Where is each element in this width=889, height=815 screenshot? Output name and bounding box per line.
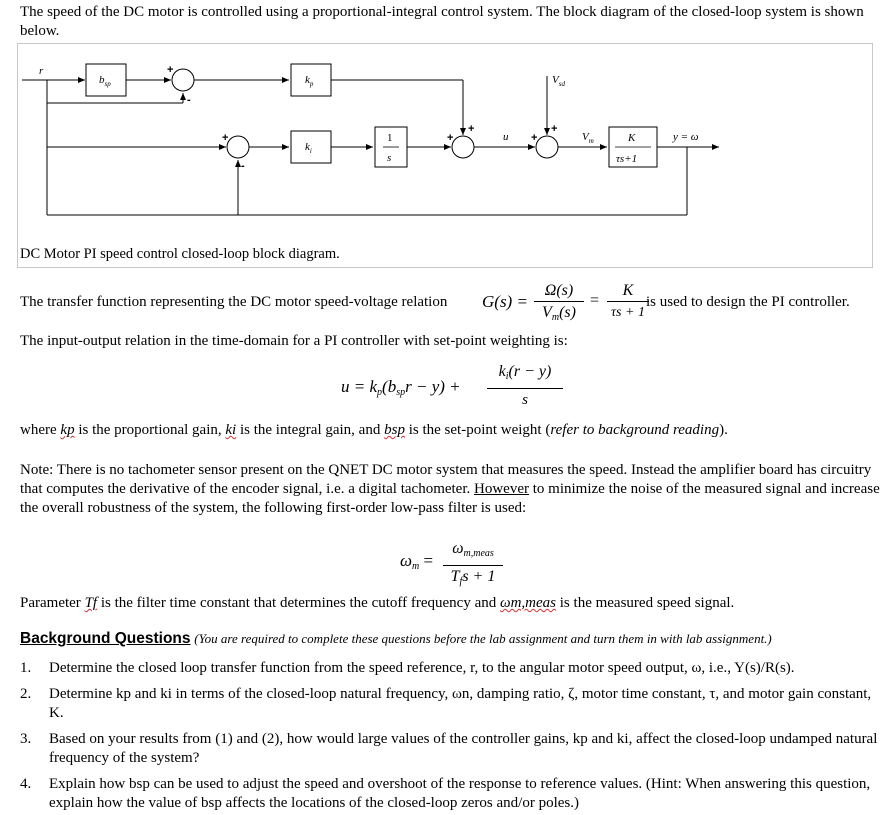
vm-label: $V_m$ bbox=[582, 131, 594, 145]
r-label: r bbox=[39, 65, 44, 77]
plant-den: τs+1 bbox=[616, 153, 638, 165]
svg-text:+: + bbox=[531, 132, 538, 144]
intro-paragraph: The speed of the DC motor is controlled using a proportional-integral control system. The block diagram of the closed-loop system is shown below. bbox=[20, 4, 864, 39]
filter-equation: $\omega_m$ = $\omega_{m,meas}$ $T_fs + 1$ bbox=[400, 538, 520, 588]
tf-trail: is used to design the PI controller. bbox=[646, 294, 850, 310]
background-note: (You are required to complete these questions before the lab assignment and turn them in with lab assignment.) bbox=[194, 631, 772, 646]
tf-fraction-2: K τs + 1 bbox=[607, 281, 649, 324]
integrator-den: s bbox=[387, 152, 392, 164]
pi-lead: The input-output relation in the time-domain for a PI controller with set-point weighting is: bbox=[20, 333, 568, 349]
tf-G: G(s) = bbox=[482, 292, 528, 311]
summer-3 bbox=[452, 136, 474, 158]
svg-text:+: + bbox=[447, 132, 454, 144]
summer-2 bbox=[227, 136, 249, 158]
plant-num: K bbox=[628, 132, 636, 144]
kp-label: $k_p$ bbox=[305, 74, 314, 88]
svg-text:+: + bbox=[167, 64, 174, 76]
svg-text:+: + bbox=[551, 123, 558, 135]
u-label: u bbox=[503, 131, 509, 143]
parameter-line: Parameter Tf is the filter time constant that determines the cutoff frequency and ωm,meas is the measured speed signal. bbox=[20, 595, 735, 611]
svg-text:-: - bbox=[241, 160, 245, 172]
where-line: where kp is the proportional gain, ki is the integral gain, and bsp is the set-point weight (refer to background reading). bbox=[20, 422, 728, 438]
background-heading bbox=[20, 630, 772, 648]
ki-label: $k_i$ bbox=[305, 141, 312, 155]
summer-4 bbox=[536, 136, 558, 158]
note-paragraph: Note: There is no tachometer sensor present on the QNET DC motor system that measures the speed. Instead the amplifier board has circuitry that computes the derivative of the encoder signal, i.e. a digital tachometer. However to minimize the noise of the measured signal and increase the overall robustness of the system, the following first-order low-pass filter is used: bbox=[20, 462, 880, 516]
tf-lead: The transfer function representing the DC motor speed-voltage relation bbox=[20, 294, 448, 310]
svg-text:+: + bbox=[222, 132, 229, 144]
integrator-num: 1 bbox=[387, 132, 393, 144]
transfer-function-line: The transfer function representing the DC motor speed-voltage relation G(s) = Ω(s) $V_m(s)$ = K τs + 1 is used to design the PI controller. bbox=[20, 281, 880, 327]
block-diagram bbox=[17, 43, 873, 243]
pi-equation: $u = k_p(b_{sp}r - y)$ + $k_i(r - y)$ s bbox=[341, 361, 571, 411]
summer-1 bbox=[172, 69, 194, 91]
output-label: y = ω bbox=[673, 131, 699, 143]
figure-caption: DC Motor PI speed control closed-loop block diagram. bbox=[20, 246, 340, 262]
bsp-label: $b_{sp}$ bbox=[99, 74, 111, 88]
vsd-label: $V_{sd}$ bbox=[552, 74, 565, 88]
svg-text:-: - bbox=[187, 94, 191, 106]
background-title: Background Questions bbox=[20, 630, 191, 647]
tf-fraction-1: Ω(s) $V_m(s)$ bbox=[534, 281, 584, 329]
svg-text:+: + bbox=[468, 123, 475, 135]
